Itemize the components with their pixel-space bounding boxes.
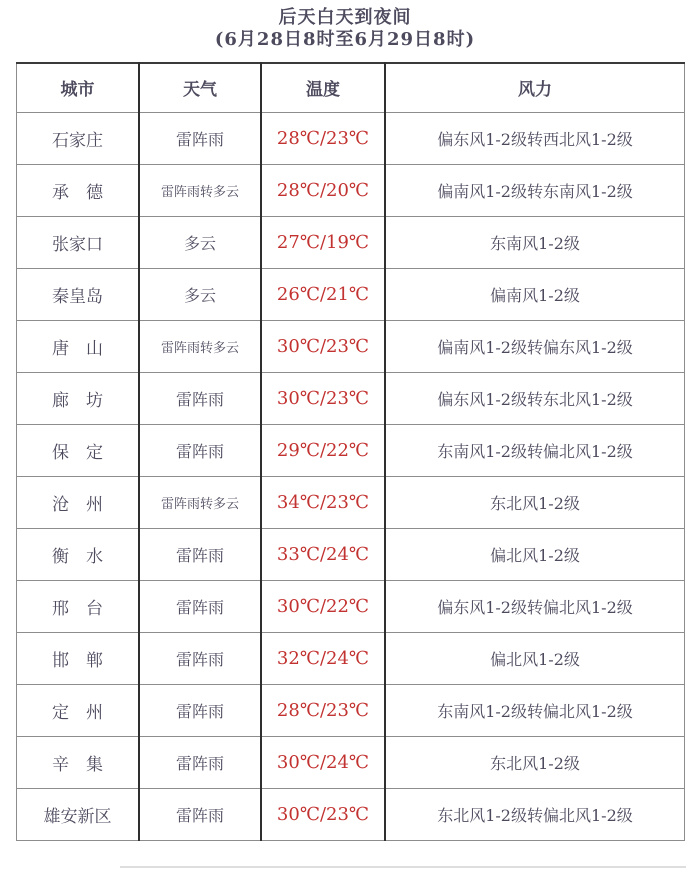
page-title — [0, 0, 690, 51]
weather-cell: 雷阵雨 — [139, 788, 261, 840]
table-row — [17, 268, 685, 320]
temperature-cell: 26℃/21℃ — [261, 268, 385, 320]
table-header — [17, 63, 685, 112]
wind-cell: 东北风1-2级转偏北风1-2级 — [385, 788, 685, 840]
weather-cell: 雷阵雨 — [139, 580, 261, 632]
temperature-cell: 30℃/23℃ — [261, 372, 385, 424]
city-cell: 雄安新区 — [17, 788, 140, 840]
bottom-divider — [120, 866, 686, 868]
weather-cell: 雷阵雨 — [139, 632, 261, 684]
wind-cell: 偏南风1-2级转东南风1-2级 — [385, 164, 685, 216]
temperature-cell: 33℃/24℃ — [261, 528, 385, 580]
temperature-cell: 28℃/23℃ — [261, 112, 385, 164]
temperature-cell: 32℃/24℃ — [261, 632, 385, 684]
wind-cell: 偏北风1-2级 — [385, 632, 685, 684]
table-row — [17, 424, 685, 476]
wind-cell: 东北风1-2级 — [385, 476, 685, 528]
weather-forecast-table — [16, 62, 685, 841]
wind-cell: 东南风1-2级 — [385, 216, 685, 268]
table-row — [17, 528, 685, 580]
wind-cell: 偏东风1-2级转西北风1-2级 — [385, 112, 685, 164]
wind-cell: 东北风1-2级 — [385, 736, 685, 788]
weather-cell: 雷阵雨 — [139, 736, 261, 788]
weather-cell: 雷阵雨 — [139, 424, 261, 476]
city-cell: 沧 州 — [17, 476, 140, 528]
table-row — [17, 216, 685, 268]
temperature-cell: 27℃/19℃ — [261, 216, 385, 268]
city-cell: 石家庄 — [17, 112, 140, 164]
forecast-time-range: (6月28日8时至6月29日8时) — [214, 29, 476, 50]
city-cell: 廊 坊 — [17, 372, 140, 424]
city-cell: 张家口 — [17, 216, 140, 268]
wind-cell: 东南风1-2级转偏北风1-2级 — [385, 424, 685, 476]
table-body — [17, 112, 685, 840]
col-header-weather: 天气 — [139, 63, 261, 112]
col-header-city: 城市 — [17, 63, 140, 112]
table-row — [17, 164, 685, 216]
table-row — [17, 476, 685, 528]
col-header-temperature: 温度 — [261, 63, 385, 112]
wind-cell: 偏北风1-2级 — [385, 528, 685, 580]
temperature-cell: 29℃/22℃ — [261, 424, 385, 476]
wind-cell: 偏南风1-2级转偏东风1-2级 — [385, 320, 685, 372]
table-row — [17, 112, 685, 164]
table-row — [17, 320, 685, 372]
temperature-cell: 30℃/23℃ — [261, 320, 385, 372]
table-row — [17, 580, 685, 632]
weather-cell: 雷阵雨 — [139, 372, 261, 424]
temperature-cell: 28℃/20℃ — [261, 164, 385, 216]
weather-cell: 雷阵雨 — [139, 684, 261, 736]
table-row — [17, 684, 685, 736]
table-row — [17, 736, 685, 788]
city-cell: 秦皇岛 — [17, 268, 140, 320]
city-cell: 邢 台 — [17, 580, 140, 632]
table-row — [17, 632, 685, 684]
wind-cell: 偏东风1-2级转东北风1-2级 — [385, 372, 685, 424]
city-cell: 唐 山 — [17, 320, 140, 372]
city-cell: 衡 水 — [17, 528, 140, 580]
forecast-period-title: 后天白天到夜间 — [278, 7, 412, 28]
city-cell: 辛 集 — [17, 736, 140, 788]
weather-cell: 雷阵雨转多云 — [139, 476, 261, 528]
temperature-cell: 28℃/23℃ — [261, 684, 385, 736]
table-row — [17, 372, 685, 424]
weather-cell: 雷阵雨转多云 — [139, 320, 261, 372]
city-cell: 邯 郸 — [17, 632, 140, 684]
temperature-cell: 30℃/23℃ — [261, 788, 385, 840]
table-row — [17, 788, 685, 840]
col-header-wind: 风力 — [385, 63, 685, 112]
header-row — [17, 63, 685, 112]
wind-cell: 偏南风1-2级 — [385, 268, 685, 320]
city-cell: 保 定 — [17, 424, 140, 476]
weather-cell: 多云 — [139, 216, 261, 268]
weather-cell: 雷阵雨 — [139, 112, 261, 164]
weather-cell: 多云 — [139, 268, 261, 320]
temperature-cell: 34℃/23℃ — [261, 476, 385, 528]
wind-cell: 东南风1-2级转偏北风1-2级 — [385, 684, 685, 736]
wind-cell: 偏东风1-2级转偏北风1-2级 — [385, 580, 685, 632]
city-cell: 承 德 — [17, 164, 140, 216]
temperature-cell: 30℃/24℃ — [261, 736, 385, 788]
temperature-cell: 30℃/22℃ — [261, 580, 385, 632]
city-cell: 定 州 — [17, 684, 140, 736]
weather-cell: 雷阵雨转多云 — [139, 164, 261, 216]
weather-cell: 雷阵雨 — [139, 528, 261, 580]
